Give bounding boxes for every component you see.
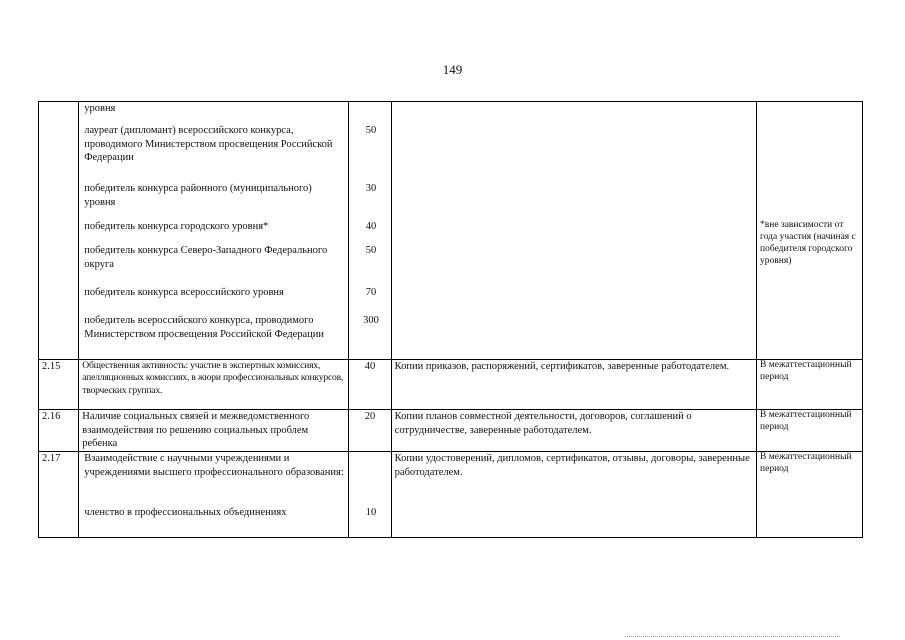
criterion-text: победитель всероссийского конкурса, проводимого Министерством просвещения Российской Федерации bbox=[84, 315, 325, 340]
criterion-text: победитель конкурса Северо-Западного Федерального округа bbox=[84, 245, 328, 270]
row-sub-score: 10 bbox=[365, 507, 377, 518]
row-documents: Копии планов совместной деятельности, договоров, соглашений о сотрудничестве, заверенные работодателем. bbox=[391, 410, 756, 452]
criterion-score: 70 bbox=[365, 287, 377, 298]
criterion-score: 50 bbox=[365, 245, 377, 256]
row-sub-description: членство в профессиональных объединениях bbox=[84, 507, 287, 518]
criteria-table bbox=[38, 101, 863, 538]
page-number: 149 bbox=[442, 62, 463, 77]
table-row bbox=[39, 360, 863, 410]
row-number-cell bbox=[39, 102, 79, 360]
footer-rule bbox=[625, 636, 840, 637]
row-period: В межаттестационный период bbox=[757, 410, 863, 452]
row-description: Общественная активность: участие в экспертных комиссиях, апелляционных комиссиях, в жюри профессиональных конкурсов, творческих группах. bbox=[79, 360, 349, 410]
row-documents: Копии удостоверений, дипломов, сертификатов, отзывы, договоры, заверенные работодателем. bbox=[391, 452, 756, 538]
row-score-cell bbox=[349, 452, 391, 538]
criterion-score: 40 bbox=[365, 221, 377, 232]
criterion-score: 30 bbox=[365, 183, 377, 194]
row-period: В межаттестационный период bbox=[757, 452, 863, 538]
row-documents: Копии приказов, распоряжений, сертификатов, заверенные работодателем. bbox=[391, 360, 756, 410]
row-number: 2.17 bbox=[39, 452, 79, 538]
row-score: 20 bbox=[349, 410, 391, 452]
table-row-continued bbox=[39, 102, 863, 360]
criterion-text: победитель конкурса городского уровня* bbox=[84, 221, 269, 232]
row-documents-cell bbox=[391, 102, 756, 360]
criterion-score: 50 bbox=[365, 125, 377, 136]
criterion-text: победитель конкурса районного (муниципального) уровня bbox=[84, 183, 312, 208]
row-description-cell bbox=[79, 102, 349, 360]
criterion-text: уровня bbox=[84, 103, 116, 114]
row-score-cell bbox=[349, 102, 391, 360]
spacer bbox=[352, 452, 387, 506]
row-score: 40 bbox=[349, 360, 391, 410]
row-description: Взаимодействие с научными учреждениями и учреждениями высшего профессионального образования: bbox=[84, 453, 344, 478]
row-description: Наличие социальных связей и межведомственного взаимодействия по решению социальных проблем ребенка bbox=[79, 410, 349, 452]
criterion-text: победитель конкурса всероссийского уровня bbox=[84, 287, 284, 298]
note-text: *вне зависимости от года участия (начиная с победителя городского уровня) bbox=[760, 220, 856, 266]
criterion-text: лауреат (дипломант) всероссийского конкурса, проводимого Министерством просвещения Российской Федерации bbox=[84, 125, 333, 164]
criterion-score bbox=[352, 102, 387, 124]
row-number: 2.16 bbox=[39, 410, 79, 452]
criterion-score: 300 bbox=[363, 315, 379, 326]
row-period: В межаттестационный период bbox=[757, 360, 863, 410]
row-number: 2.15 bbox=[39, 360, 79, 410]
row-note-cell bbox=[757, 102, 863, 360]
table-row bbox=[39, 410, 863, 452]
row-description-cell bbox=[79, 452, 349, 538]
table-row bbox=[39, 452, 863, 538]
